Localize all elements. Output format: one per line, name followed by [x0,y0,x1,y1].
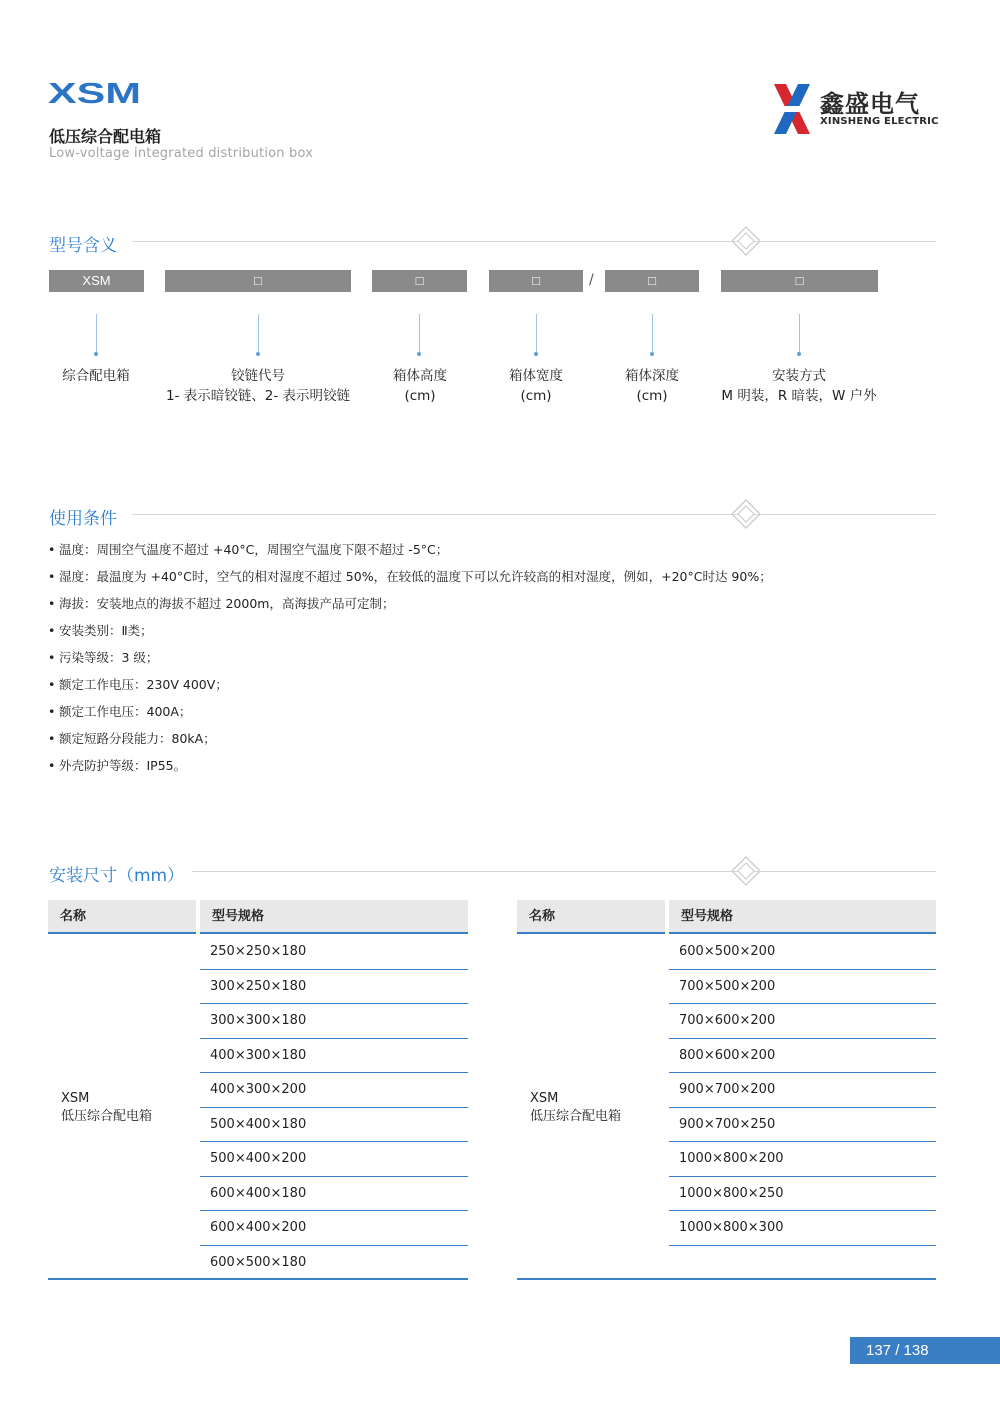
meaning-hinge [148,366,368,406]
meaning-label: 箱体高度 [393,368,447,384]
condition-item: • 湿度：最温度为 +40°C时，空气的相对湿度不超过 50%，在较低的温度下可以允许较高的相对湿度，例如，+20°C时达 90%； [48,567,772,594]
connector-dot [94,352,98,356]
condition-item: • 额定工作电压：230V 400V； [48,675,772,702]
table-row: 900×700×250 [669,1108,936,1143]
table-row: 600×500×200 [669,935,936,970]
section-title-dimensions: 安装尺寸（mm） [49,866,185,886]
spec-column-left [200,935,468,1280]
section-divider [132,514,936,515]
meaning-detail: 1- 表示暗铰链、2- 表示明铰链 [165,388,350,404]
connector-dot [534,352,538,356]
code-box-hinge: □ [165,270,351,292]
brand-name-cn: 鑫盛电气 [820,90,920,118]
table-row: 600×400×180 [200,1177,468,1212]
brand-logo [770,80,950,140]
table-row: 600×400×200 [200,1211,468,1246]
table-row: 1000×800×250 [669,1177,936,1212]
svg-text:XSM: XSM [48,80,141,106]
table-header-name: 名称 [517,900,665,934]
meaning-height [370,366,470,406]
condition-item: • 污染等级：3 级； [48,648,772,675]
meaning-label: 铰链代号 [231,368,285,384]
condition-item: • 海拔：安装地点的海拔不超过 2000m，高海拔产品可定制； [48,594,772,621]
table-name-cell [61,1090,152,1126]
connector-dot [417,352,421,356]
table-row: 900×700×200 [669,1073,936,1108]
name-line: XSM [530,1091,559,1106]
meaning-detail: (cm) [520,388,552,404]
table-name-cell [530,1090,621,1126]
condition-item: • 额定工作电压：400A； [48,702,772,729]
condition-item: • 额定短路分段能力：80kA； [48,729,772,756]
code-box-height: □ [372,270,467,292]
condition-item: • 安装类别：Ⅱ类； [48,621,772,648]
brand-mark-icon [770,80,816,140]
section-title-conditions: 使用条件 [49,509,117,529]
connector-line [419,314,420,354]
meaning-mount [709,366,889,406]
table-row: 300×300×180 [200,1004,468,1039]
spec-column-right [669,935,936,1246]
code-box-xsm: XSM [49,270,144,292]
table-row: 600×500×180 [210,1254,307,1270]
page-subtitle: Low-voltage integrated distribution box [49,146,314,161]
meaning-depth [602,366,702,406]
table-row: 500×400×180 [200,1108,468,1143]
section-divider [132,241,936,242]
name-line: 低压综合配电箱 [61,1109,153,1124]
table-row: 800×600×200 [669,1039,936,1074]
meaning-detail: (cm) [404,388,436,404]
table-row: 250×250×180 [200,935,468,970]
meaning-label: 箱体深度 [625,368,679,384]
code-box-mount: □ [721,270,878,292]
meaning-label: 箱体宽度 [509,368,563,384]
meaning-label: 综合配电箱 [62,368,130,384]
diamond-arrow-icon [716,219,776,263]
table-row: 400×300×180 [200,1039,468,1074]
table-bottom-border [48,1278,468,1280]
xsm-logo [48,80,142,106]
code-separator: / [589,272,594,288]
diamond-arrow-icon [716,492,776,536]
page-number: 137 / 138 [850,1337,1000,1364]
meaning-detail: (cm) [636,388,668,404]
table-header-spec: 型号规格 [669,900,936,934]
conditions-list [48,540,772,783]
connector-line [799,314,800,354]
connector-line [96,314,97,354]
table-bottom-border [517,1278,936,1280]
brand-name-en: XINSHENG ELECTRIC [820,116,939,127]
meaning-label: 安装方式 [772,368,826,384]
code-box-width: □ [489,270,583,292]
code-box-depth: □ [605,270,699,292]
connector-dot [650,352,654,356]
meaning-detail: M 明装，R 暗装，W 户外 [721,388,877,404]
diamond-arrow-icon [716,849,776,893]
table-header-name: 名称 [48,900,196,934]
table-row: 1000×800×300 [669,1211,936,1246]
section-title-model: 型号含义 [49,236,117,256]
condition-item: • 外壳防护等级：IP55。 [48,756,772,783]
connector-line [652,314,653,354]
table-row: 700×600×200 [669,1004,936,1039]
connector-line [258,314,259,354]
table-header-spec: 型号规格 [200,900,468,934]
table-row: 400×300×200 [200,1073,468,1108]
section-divider [192,871,936,872]
name-line: XSM [61,1091,90,1106]
page-title: 低压综合配电箱 [49,127,162,146]
table-row: 1000×800×200 [669,1142,936,1177]
name-line: 低压综合配电箱 [530,1109,622,1124]
table-row: 500×400×200 [200,1142,468,1177]
table-row: 300×250×180 [200,970,468,1005]
table-row: 700×500×200 [669,970,936,1005]
meaning-width [486,366,586,406]
meaning-xsm [36,366,156,386]
connector-dot [256,352,260,356]
connector-dot [797,352,801,356]
condition-item: • 温度：周围空气温度不超过 +40°C，周围空气温度下限不超过 -5°C； [48,540,772,567]
connector-line [536,314,537,354]
